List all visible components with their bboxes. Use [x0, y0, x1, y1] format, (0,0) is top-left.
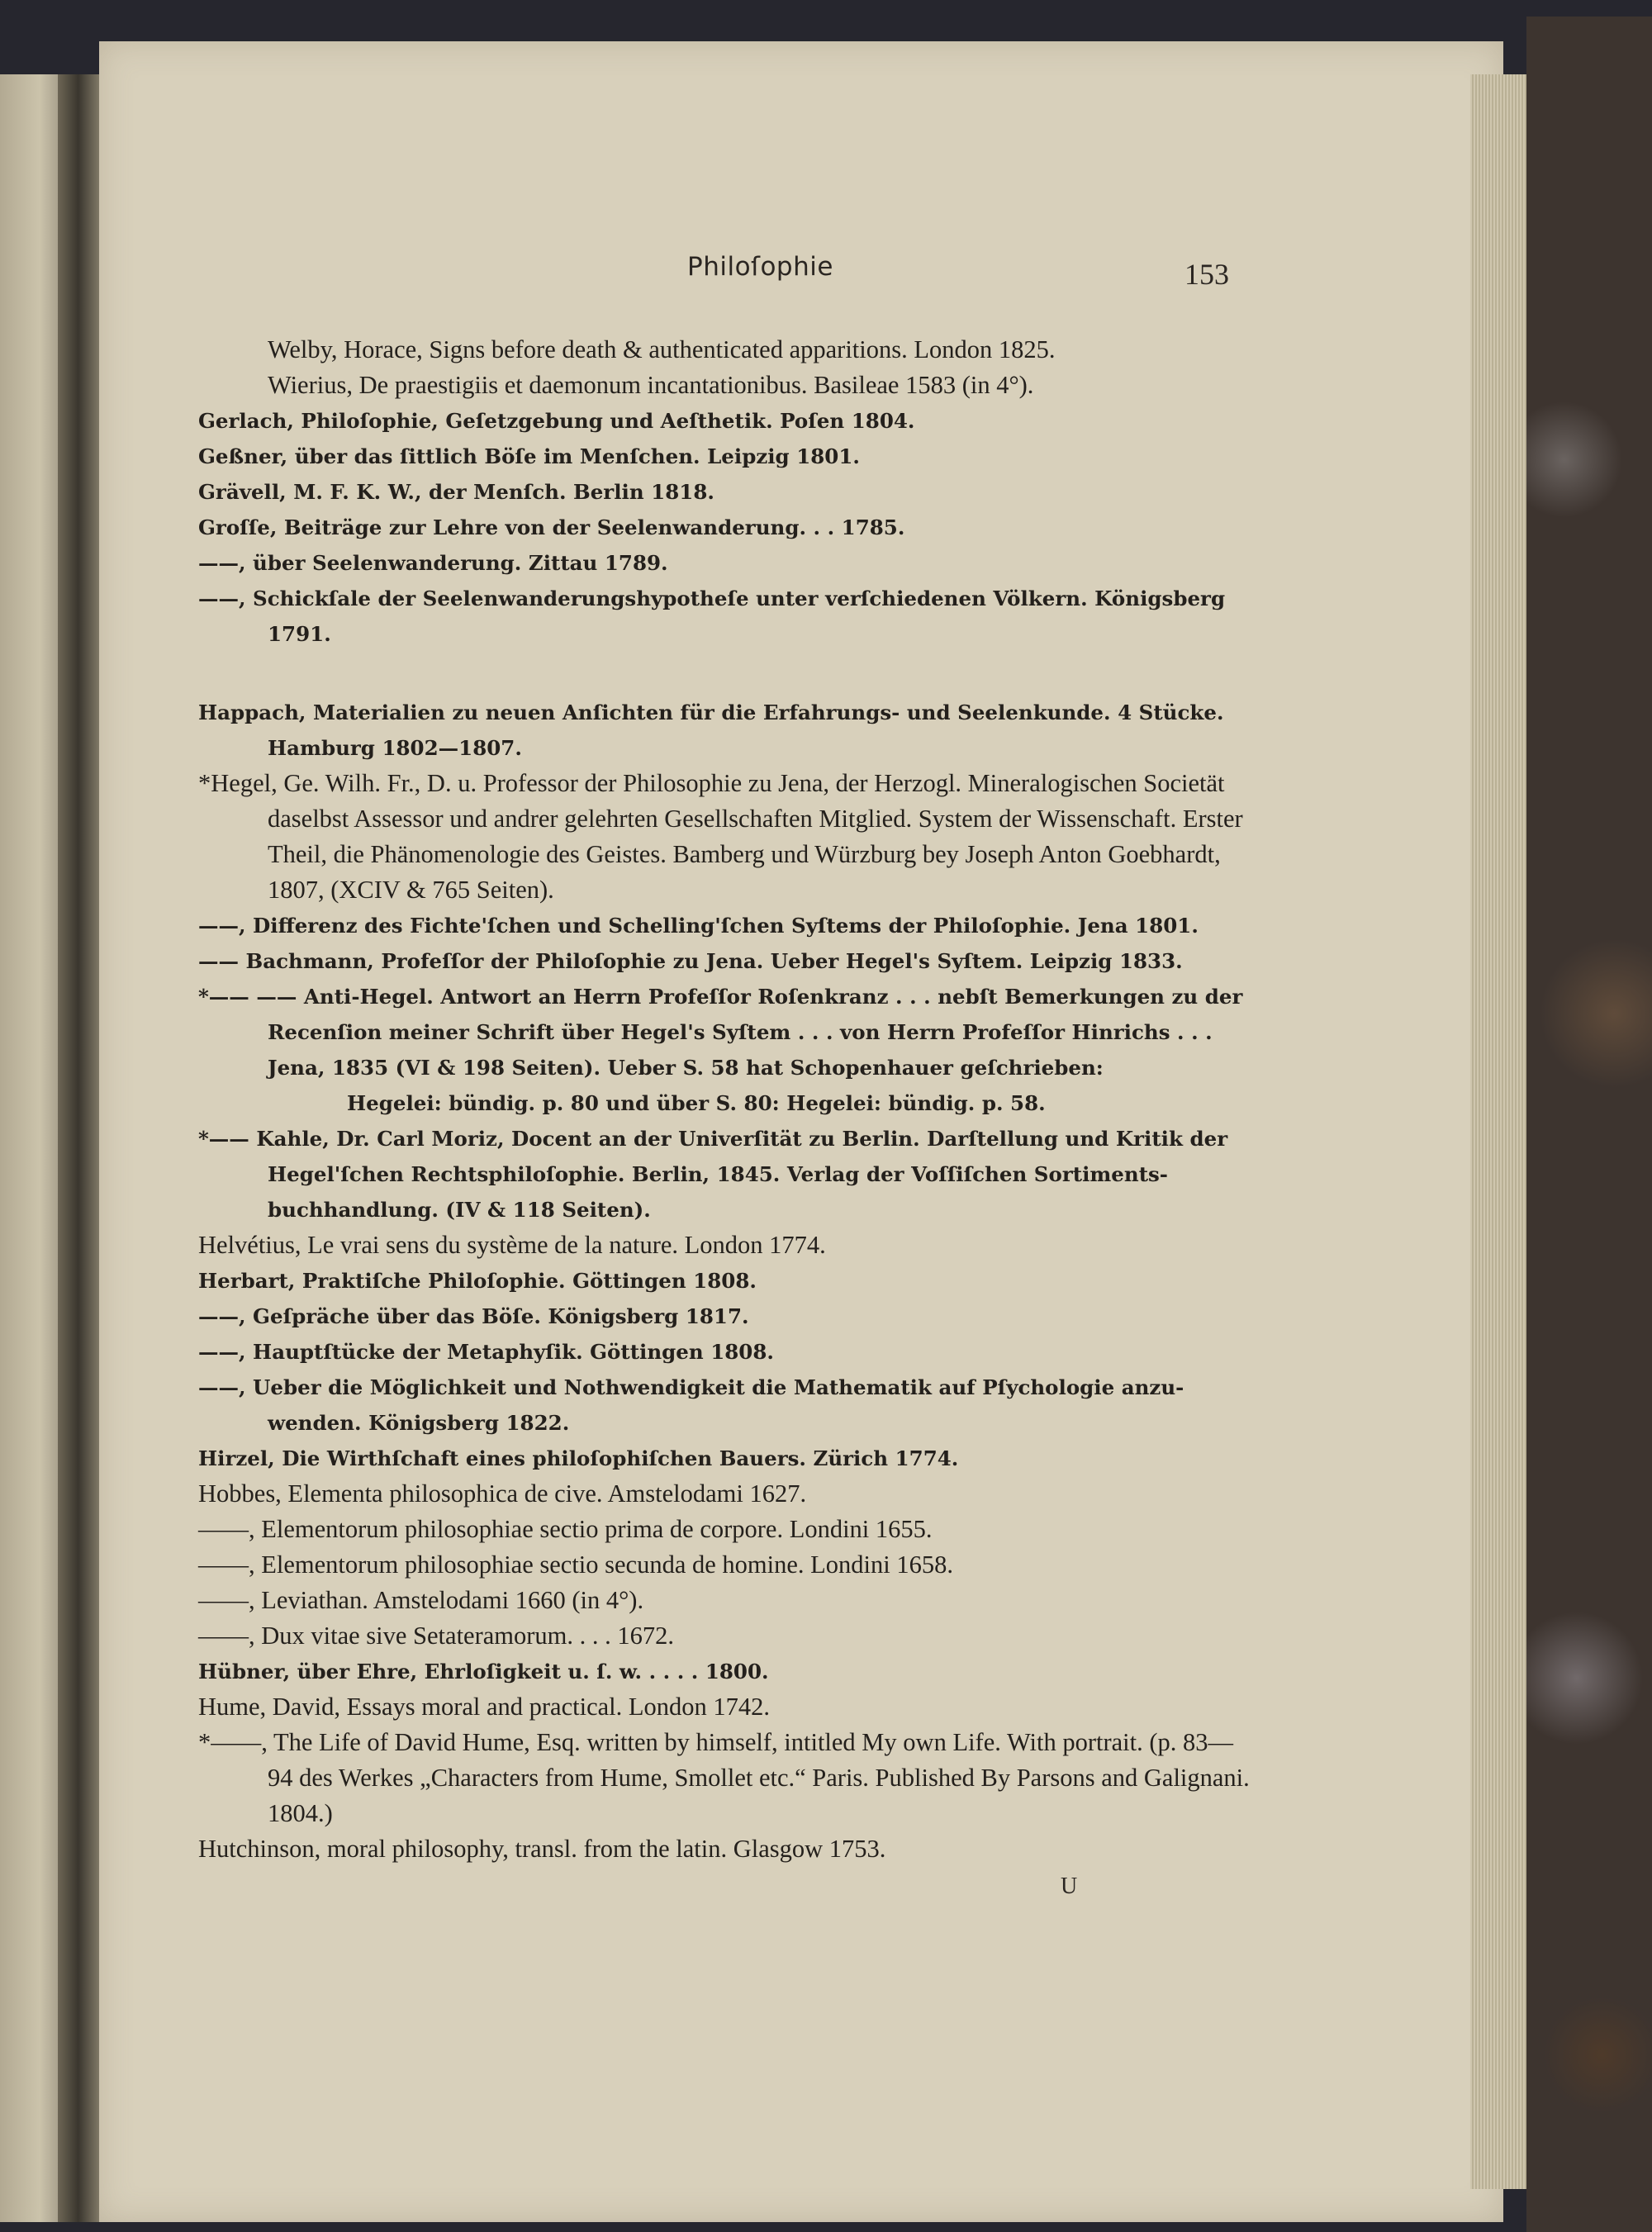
- list-item: ——, Differenz des Fichte'ſchen und Schelling'ſchen Syſtems der Philoſophie. Jena 1801.: [198, 914, 1199, 938]
- list-item: *Hegel, Ge. Wilh. Fr., D. u. Professor der Philosophie zu Jena, der Herzogl. Mineralogischen Societät daselbst Assessor und andrer gelehrten Gesellschaften Mitglied. System der Wissenschaft. Erster Theil, die Phänomenologie des Geistes. Bamberg und Würzburg bey Joseph Anton Goebhardt, 1807, (XCIV & 765 Seiten).: [198, 769, 1243, 904]
- list-item: Gerlach, Philoſophie, Geſetzgebung und Aeſthetik. Poſen 1804.: [198, 409, 915, 433]
- list-item: ——, Leviathan. Amstelodami 1660 (in 4°).: [198, 1586, 644, 1614]
- list-item: Wierius, De praestigiis et daemonum incantationibus. Basileae 1583 (in 4°).: [268, 371, 1034, 399]
- list-item: —— Bachmann, Profeſſor der Philoſophie zu Jena. Ueber Hegel's Syſtem. Leipzig 1833.: [198, 949, 1183, 973]
- list-item: Grävell, M. F. K. W., der Menſch. Berlin 1818.: [198, 480, 714, 504]
- list-item: Groſſe, Beiträge zur Lehre von der Seelenwanderung. . . 1785.: [198, 515, 905, 539]
- list-item: Helvétius, Le vrai sens du système de la nature. London 1774.: [198, 1231, 826, 1259]
- list-item: Happach, Materialien zu neuen Anſichten für die Erfahrungs- und Seelenkunde. 4 Stücke. Hamburg 1802—1807.: [198, 700, 1224, 760]
- list-item: ——, Ueber die Möglichkeit und Nothwendigkeit die Mathematik auf Pſychologie anzu-wenden. Königsberg 1822.: [198, 1375, 1184, 1435]
- list-item: ——, über Seelenwanderung. Zittau 1789.: [198, 551, 668, 575]
- page-number: 153: [1184, 258, 1229, 291]
- facing-page-edge: [0, 74, 66, 2222]
- list-item: ——, Hauptſtücke der Metaphyſik. Göttingen 1808.: [198, 1340, 774, 1364]
- section-gap: [198, 652, 1251, 695]
- list-item: ——, Geſpräche über das Böſe. Königsberg 1817.: [198, 1304, 749, 1328]
- list-item: ——, Elementorum philosophiae sectio secunda de homine. Londini 1658.: [198, 1551, 953, 1579]
- list-item: *——, The Life of David Hume, Esq. written by himself, intitled My own Life. With portrait. (p. 83—94 des Werkes „Characters from Hume, Smollet etc.“ Paris. Published By Parsons and Galignani. 1804.): [198, 1728, 1250, 1827]
- signature-mark: U: [1061, 1873, 1078, 1899]
- list-item: ——, Dux vitae sive Setateramorum. . . . 1672.: [198, 1622, 675, 1650]
- list-item: Hobbes, Elementa philosophica de cive. Amstelodami 1627.: [198, 1479, 807, 1508]
- list-item: *—— Kahle, Dr. Carl Moriz, Docent an der Univerſität zu Berlin. Darſtellung und Kritik der Hegel'ſchen Rechtsphiloſophie. Berlin, 1845. Verlag der Voſſiſchen Sortiments-buchhandlung. (IV & 118 Seiten).: [198, 1127, 1228, 1222]
- running-head: Philoſophie: [687, 252, 833, 282]
- list-item: ——, Schickſale der Seelenwanderungshypotheſe unter verſchiedenen Völkern. Königsberg 1791.: [198, 586, 1226, 646]
- list-item: Welby, Horace, Signs before death & authenticated apparitions. London 1825.: [268, 335, 1056, 363]
- list-item: Herbart, Praktiſche Philoſophie. Göttingen 1808.: [198, 1269, 757, 1293]
- list-item: Hübner, über Ehre, Ehrloſigkeit u. ſ. w. . . . . 1800.: [198, 1660, 769, 1683]
- page-block-edge: [1470, 74, 1528, 2189]
- list-item: ——, Elementorum philosophiae sectio prima de corpore. Londini 1655.: [198, 1515, 933, 1543]
- list-item: Hutchinson, moral philosophy, transl. from the latin. Glasgow 1753.: [198, 1835, 886, 1863]
- list-item: Hegelei: bündig. p. 80 und über S. 80: Hegelei: bündig. p. 58.: [347, 1091, 1046, 1115]
- list-item: Hume, David, Essays moral and practical. London 1742.: [198, 1693, 771, 1721]
- list-item: Geßner, über das ſittlich Böſe im Menſchen. Leipzig 1801.: [198, 444, 860, 468]
- bibliography-list: [198, 332, 1251, 1867]
- page-header: [0, 252, 1487, 302]
- list-item: Hirzel, Die Wirthſchaft eines philoſophiſchen Bauers. Zürich 1774.: [198, 1446, 959, 1470]
- marbled-cover: [1526, 17, 1652, 2232]
- list-item: *—— —— Anti-Hegel. Antwort an Herrn Profeſſor Roſenkranz . . . nebſt Bemerkungen zu der Recenſion meiner Schrift über Hegel's Syſtem . . . von Herrn Profeſſor Hinrichs . . . Jena, 1835 (VI & 198 Seiten). Ueber S. 58 hat Schopenhauer geſchrieben:: [198, 985, 1243, 1080]
- book-gutter: [58, 74, 103, 2222]
